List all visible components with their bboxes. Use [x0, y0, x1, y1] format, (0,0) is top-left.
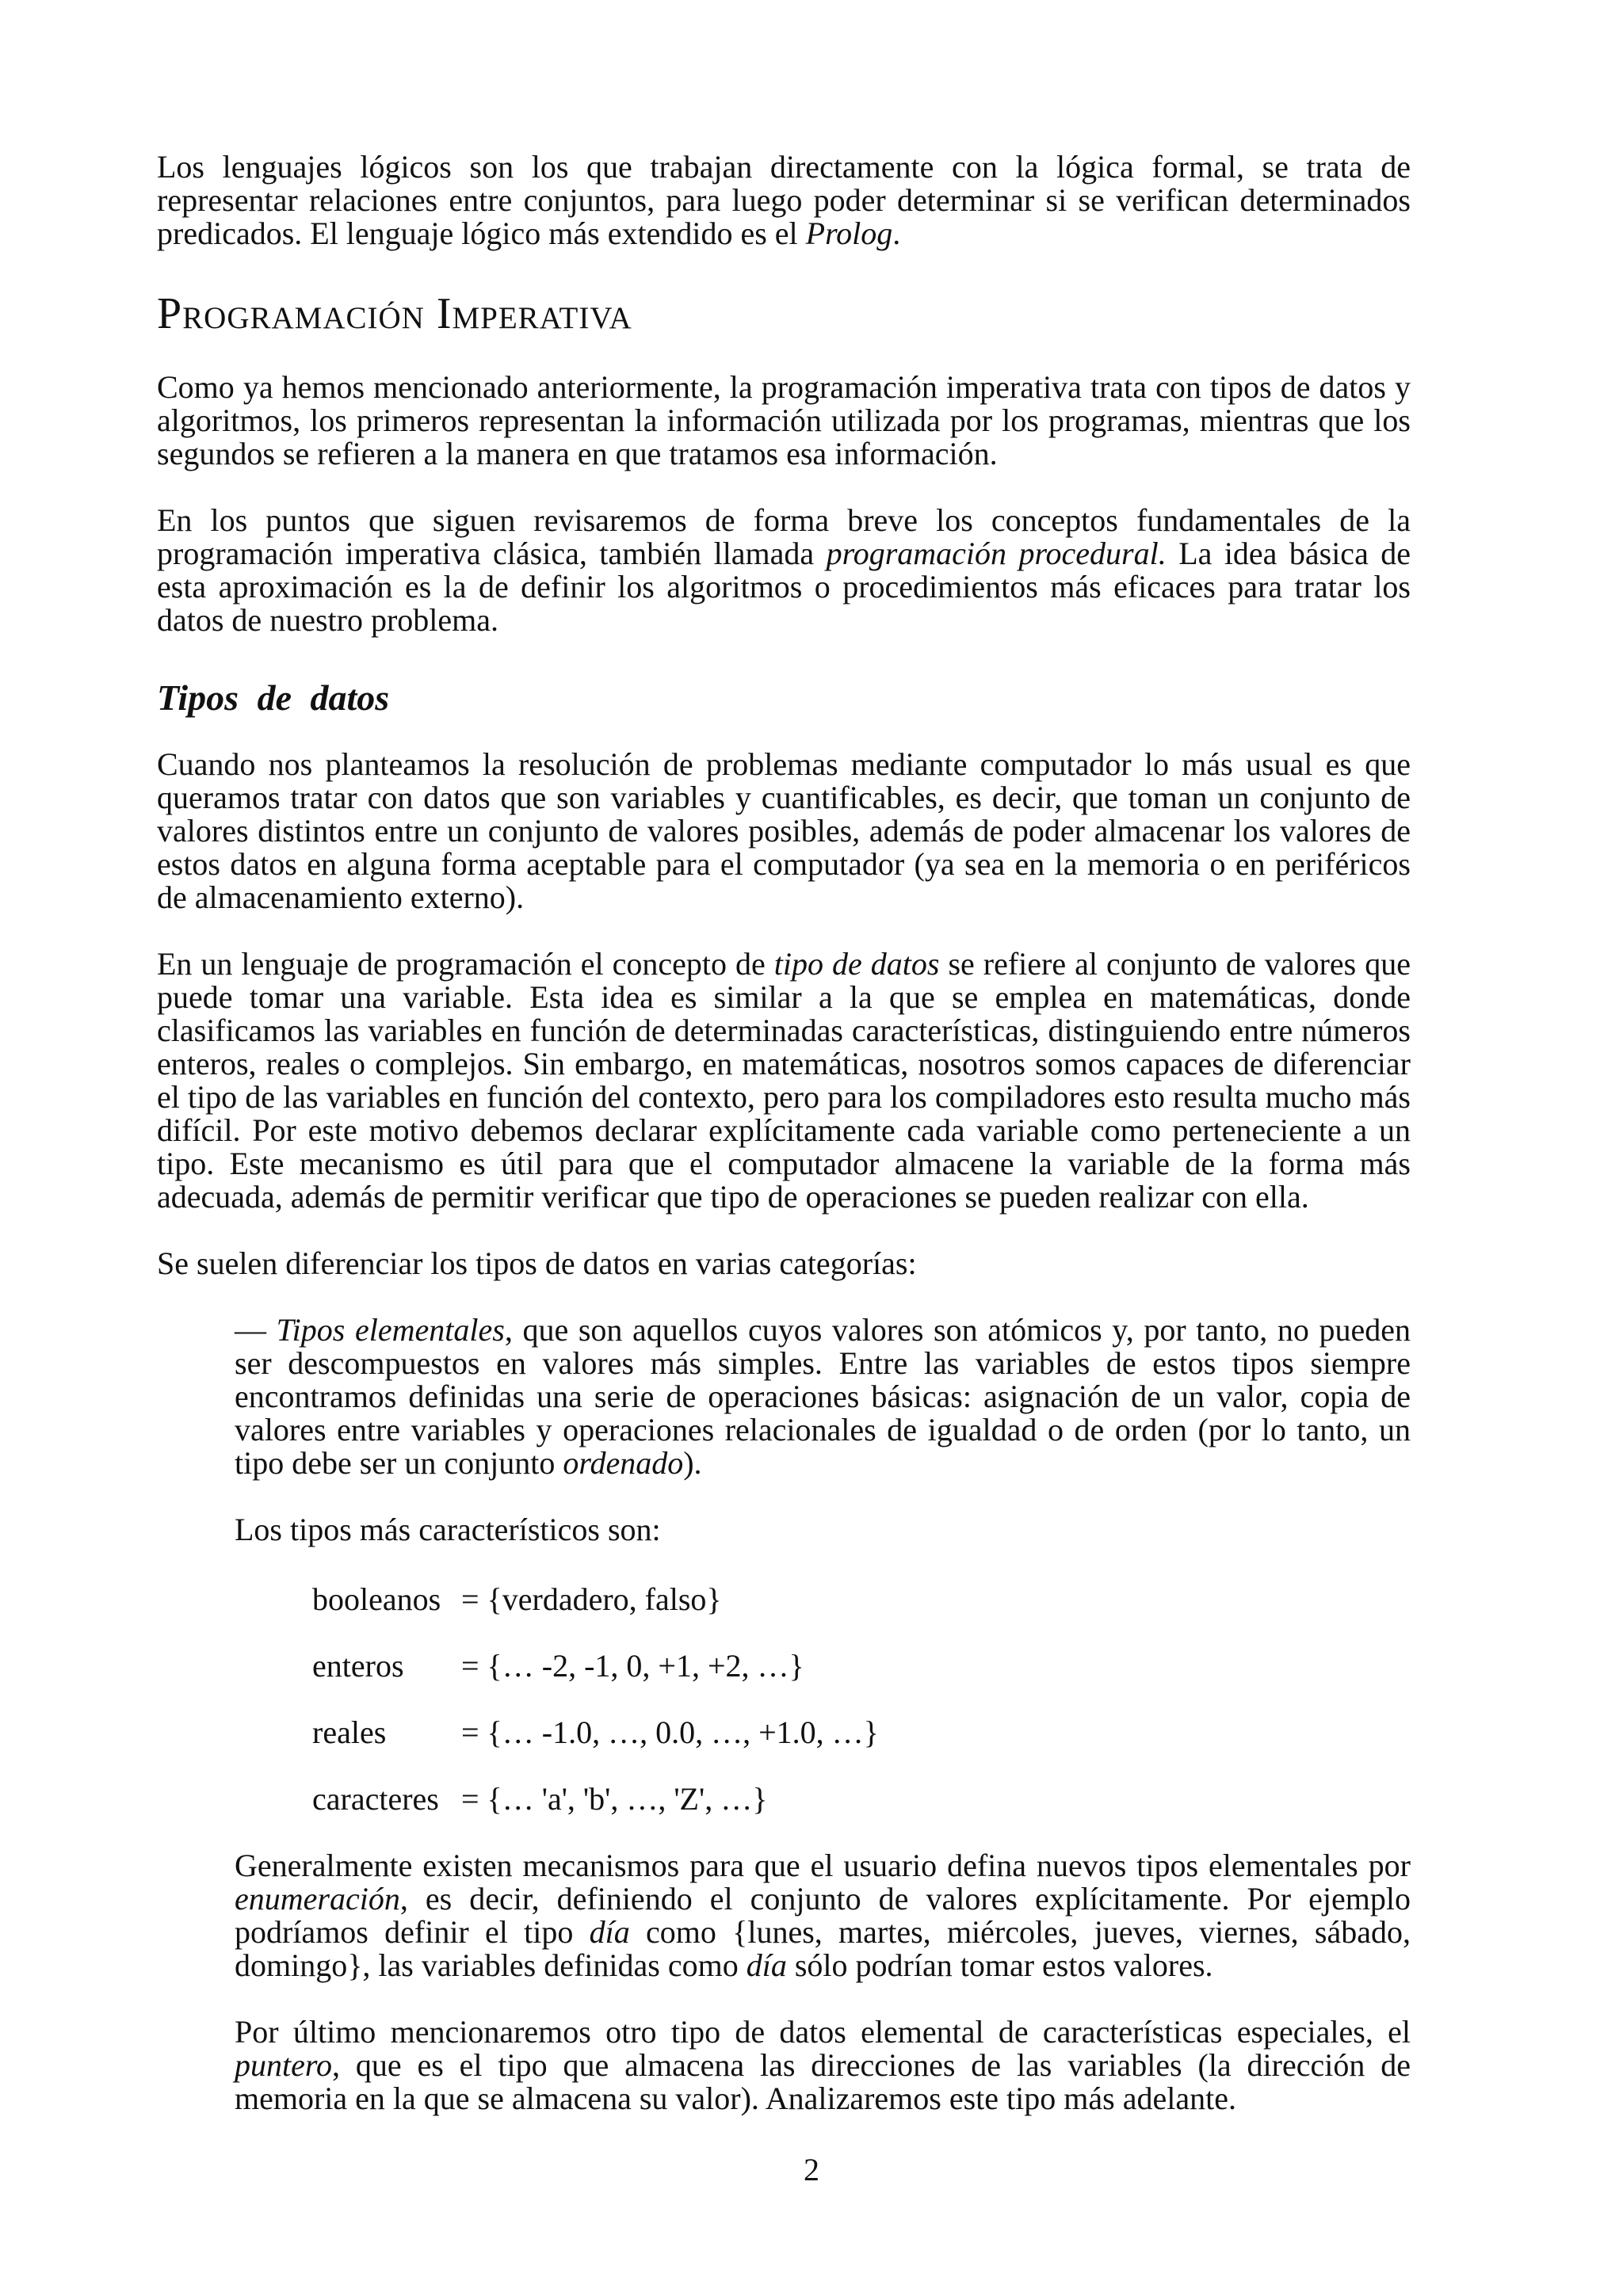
paragraph-emphasis: enumeración	[235, 1881, 400, 1917]
paragraph-emphasis: día	[746, 1947, 787, 1983]
paragraph-imperative-intro	[157, 371, 1411, 471]
intro-paragraph	[157, 151, 1411, 250]
type-row-reales	[312, 1716, 1411, 1749]
paragraph-emphasis: puntero	[235, 2047, 332, 2083]
list-item-text: ).	[683, 1445, 702, 1481]
paragraph-text: Se suelen diferenciar los tipos de datos en varias categorías:	[157, 1245, 917, 1281]
list-item-emphasis: Tipos elementales	[276, 1312, 505, 1348]
type-definition: = {… -1.0, …, 0.0, …, +1.0, …}	[461, 1714, 879, 1750]
paragraph-text: Cuando nos planteamos la resolución de problemas mediante computador lo más usual es que queramos tratar con datos que son variables y cuantificables, es decir, que toman un conjunto de valores distintos entre un conjunto de valores posibles, además de poder almacenar los valores de estos datos en alguna forma aceptable para el computador (ya sea en la memoria o en periféricos de almacenamiento externo).	[157, 746, 1411, 915]
type-name: reales	[312, 1714, 387, 1750]
type-row-caracteres	[312, 1783, 1411, 1816]
paragraph-text: , que es el tipo que almacena las direcciones de las variables (la dirección de memoria en la que se almacena su valor). Analizaremos este tipo más adelante.	[235, 2047, 1411, 2116]
paragraph-text: , es decir, definiendo el conjunto de valores explícitamente. Por ejemplo podríamos definir el tipo	[235, 1881, 1411, 1950]
type-row-booleanos	[312, 1583, 1411, 1616]
intro-end: .	[892, 215, 901, 251]
paragraph-emphasis: día	[589, 1914, 630, 1950]
paragraph-text: En un lenguaje de programación el concepto de	[157, 946, 774, 982]
paragraph-data-problems	[157, 748, 1411, 914]
intro-emphasis: Prolog	[805, 215, 893, 251]
paragraph-text: La idea básica de esta aproximación es la de definir los algoritmos o procedimientos más eficaces para tratar los datos de nuestro problema.	[157, 536, 1411, 638]
section-title: Programación Imperativa	[157, 289, 632, 338]
paragraph-text: En los puntos que siguen revisaremos de forma breve los conceptos fundamentales de la programación imperativa clásica, también llamada	[157, 502, 1411, 571]
list-dash: —	[235, 1312, 277, 1348]
paragraph-pointer	[235, 2016, 1411, 2115]
type-name: booleanos	[312, 1581, 441, 1617]
type-definition: = {… 'a', 'b', …, 'Z', …}	[461, 1781, 768, 1817]
page-content	[157, 151, 1411, 2115]
paragraph-emphasis: programación procedural.	[826, 536, 1167, 571]
paragraph-emphasis: tipo de datos	[773, 946, 940, 982]
paragraph-types-intro	[235, 1513, 1411, 1547]
paragraph-text: Por último mencionaremos otro tipo de datos elemental de características especiales, el	[235, 2014, 1411, 2050]
paragraph-data-type-concept	[157, 948, 1411, 1214]
paragraph-text: Los tipos más característicos son:	[235, 1512, 661, 1547]
type-definition: = {… -2, -1, 0, +1, +2, …}	[461, 1648, 804, 1684]
paragraph-enumeration	[235, 1849, 1411, 1982]
list-item-elementary-types	[235, 1314, 1411, 1480]
type-name: enteros	[312, 1648, 404, 1684]
list-item-text: , que son aquellos cuyos valores son atómicos y, por tanto, no pueden ser descompuestos en valores más simples. Entre las variables de estos tipos siempre encontramos definidas una serie de operaciones básicas: asignación de un valor, copia de valores entre variables y operaciones relacionales de igualdad o de orden (por lo tanto, un tipo debe ser un conjunto	[235, 1312, 1411, 1481]
paragraph-text: Generalmente existen mecanismos para que el usuario defina nuevos tipos elementales por	[235, 1848, 1411, 1883]
paragraph-text: sólo podrían tomar estos valores.	[786, 1947, 1213, 1983]
paragraph-text: se refiere al conjunto de valores que puede tomar una variable. Esta idea es similar a la que se emplea en matemáticas, donde clasificamos las variables en función de determinadas características, distinguiendo entre números enteros, reales o complejos. Sin embargo, en matemáticas, nosotros somos capaces de diferenciar el tipo de las variables en función del contexto, pero para los compiladores esto resulta mucho más difícil. Por este motivo debemos declarar explícitamente cada variable como perteneciente a un tipo. Este mecanismo es útil para que el computador almacene la variable de la forma más adecuada, además de permitir verificar que tipo de operaciones se pueden realizar con ella.	[157, 946, 1411, 1215]
paragraph-categories	[157, 1247, 1411, 1280]
type-definition: = {verdadero, falso}	[461, 1581, 722, 1617]
paragraph-text: Como ya hemos mencionado anteriormente, la programación imperativa trata con tipos de datos y algoritmos, los primeros representan la información utilizada por los programas, mientras que los segundos se refieren a la manera en que tratamos esa información.	[157, 369, 1411, 471]
paragraph-procedural	[157, 504, 1411, 637]
list-item-emphasis: ordenado	[563, 1445, 684, 1481]
type-row-enteros	[312, 1650, 1411, 1683]
subsection-title: Tipos de datos	[157, 677, 390, 718]
types-list	[312, 1583, 1411, 1816]
intro-text: Los lenguajes lógicos son los que trabajan directamente con la lógica formal, se trata de representar relaciones entre conjuntos, para luego poder determinar si se verifican determinados predicados. El lenguaje lógico más extendido es el	[157, 149, 1411, 251]
type-name: caracteres	[312, 1781, 439, 1817]
page-number: 2	[804, 2152, 819, 2187]
paragraph-text: como {lunes, martes, miércoles, jueves, viernes, sábado, domingo}, las variables definidas como	[235, 1914, 1411, 1983]
